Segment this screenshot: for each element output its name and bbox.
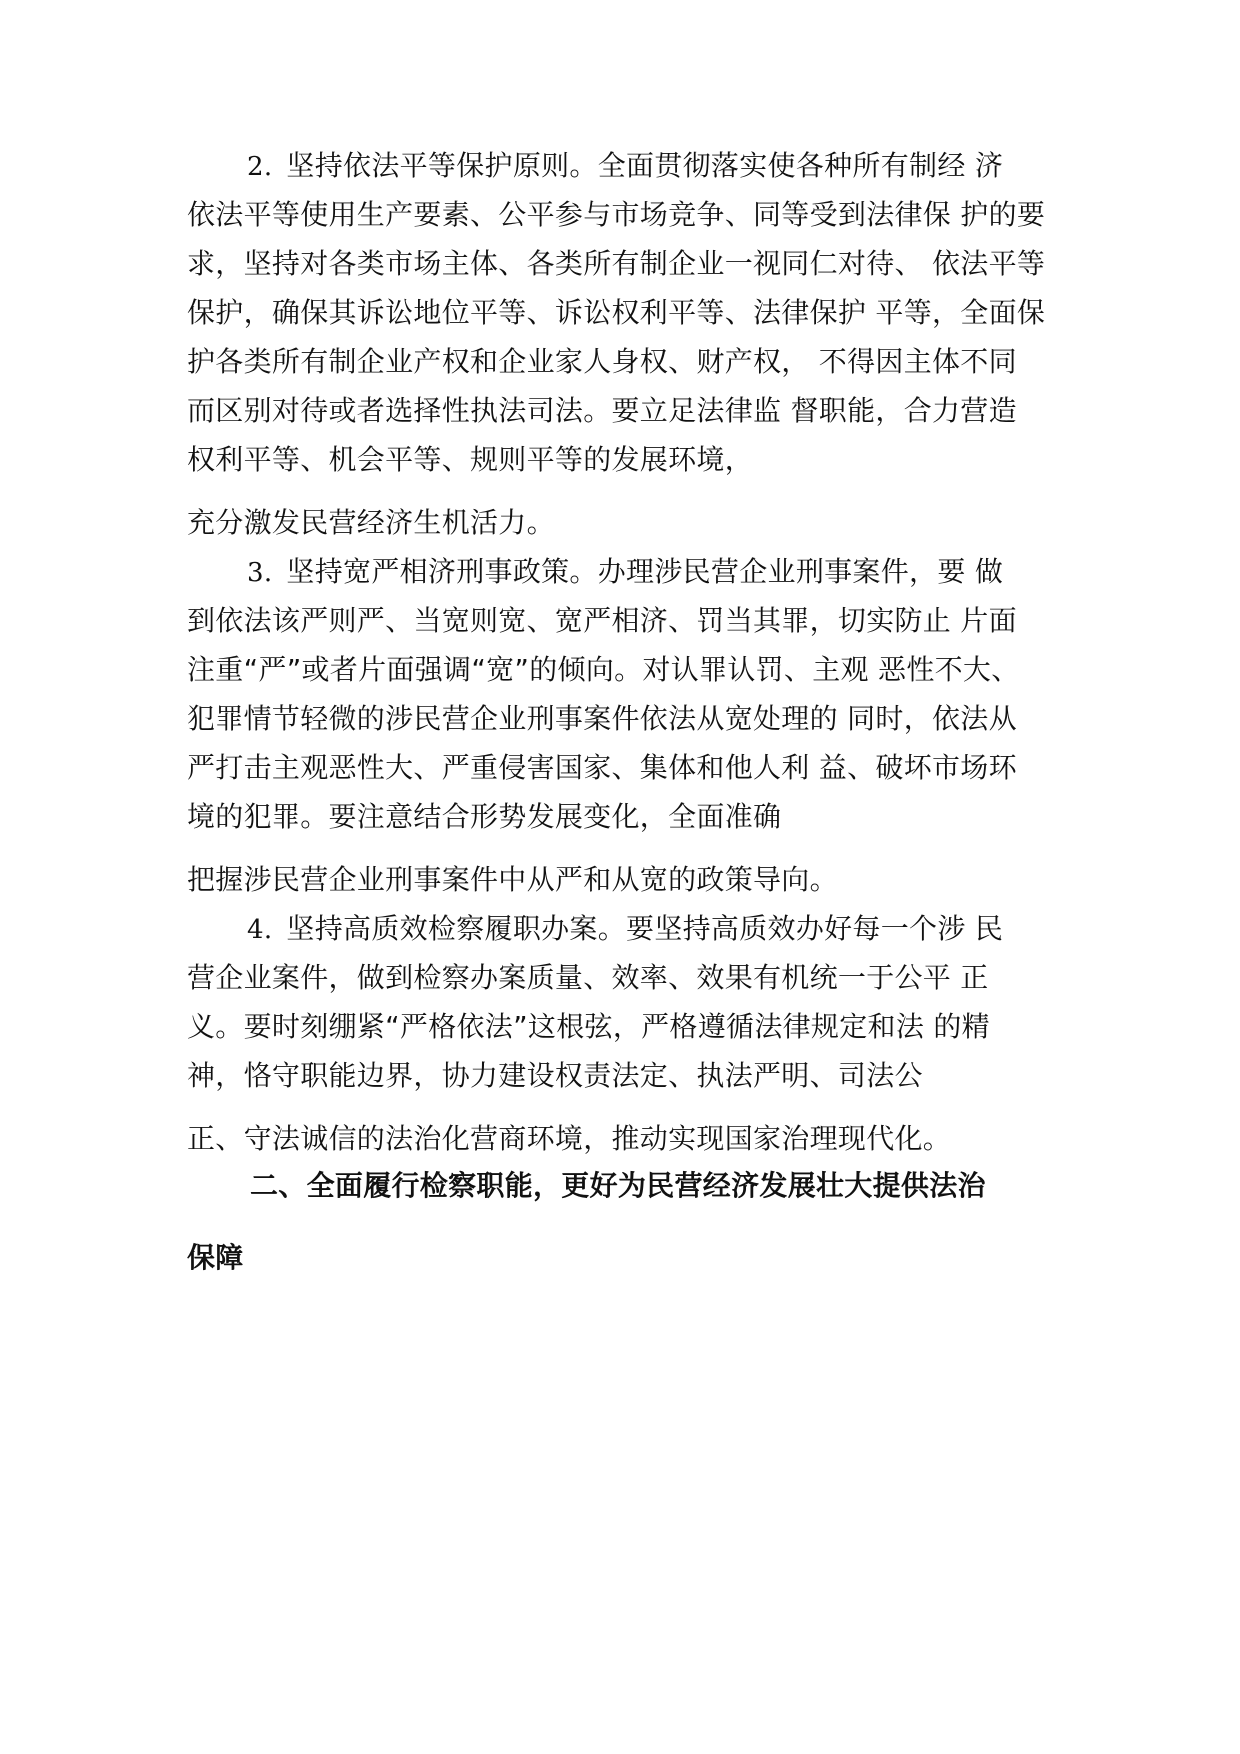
paragraph-3-line-2: 到依法该严则严、当宽则宽、宽严相济、罚当其罪，切实防止 片面 <box>187 604 1017 637</box>
paragraph-3-line-7: 把握涉民营企业刑事案件中从严和从宽的政策导向。 <box>187 863 838 896</box>
paragraph-4-line-4: 神，恪守职能边界，协力建设权责法定、执法严明、司法公 <box>187 1059 923 1092</box>
paragraph-3-line-4: 犯罪情节轻微的涉民营企业刑事案件依法从宽处理的 同时，依法从 <box>187 702 1017 735</box>
paragraph-2-line-8: 充分激发民营经济生机活力。 <box>187 506 555 539</box>
paragraph-2-line-6: 而区别对待或者选择性执法司法。要立足法律监 督职能，合力营造 <box>187 394 1017 427</box>
paragraph-3-line-6: 境的犯罪。要注意结合形势发展变化，全面准确 <box>187 800 782 833</box>
paragraph-3-number: 3. <box>247 558 273 588</box>
paragraph-4-number: 4. <box>247 915 273 945</box>
paragraph-4-line-5: 正、守法诚信的法治化营商环境，推动实现国家治理现代化。 <box>187 1122 952 1155</box>
section-heading-line-1: 二、全面履行检察职能，更好为民营经济发展壮大提供法治 <box>250 1169 986 1202</box>
paragraph-2-text: 坚持依法平等保护原则。全面贯彻落实使各种所有制经 济 <box>286 149 1004 182</box>
paragraph-2-line-7: 权利平等、机会平等、规则平等的发展环境， <box>187 443 754 476</box>
paragraph-3-line-3: 注重“严”或者片面强调“宽”的倾向。对认罪认罚、主观 恶性不大、 <box>187 653 1020 686</box>
paragraph-2-line-1 <box>247 146 1003 187</box>
paragraph-4-line-3: 义。要时刻绷紧“严格依法”这根弦，严格遵循法律规定和法 的精 <box>187 1010 990 1043</box>
paragraph-3-line-1 <box>247 552 1003 593</box>
paragraph-3-text: 坚持宽严相济刑事政策。办理涉民营企业刑事案件，要 做 <box>286 555 1004 588</box>
section-heading-line-2: 保障 <box>187 1241 244 1274</box>
paragraph-4-line-1 <box>247 909 1003 950</box>
paragraph-2-line-5: 护各类所有制企业产权和企业家人身权、财产权， 不得因主体不同 <box>187 345 1017 378</box>
paragraph-3-line-5: 严打击主观恶性大、严重侵害国家、集体和他人利 益、破坏市场环 <box>187 751 1017 784</box>
paragraph-2-number: 2. <box>247 152 273 182</box>
paragraph-2-line-4: 保护，确保其诉讼地位平等、诉讼权利平等、法律保护 平等，全面保 <box>187 296 1046 329</box>
paragraph-4-text: 坚持高质效检察履职办案。要坚持高质效办好每一个涉 民 <box>286 912 1004 945</box>
paragraph-2-line-2: 依法平等使用生产要素、公平参与市场竞争、同等受到法律保 护的要 <box>187 198 1046 231</box>
paragraph-2-line-3: 求，坚持对各类市场主体、各类所有制企业一视同仁对待、 依法平等 <box>187 247 1046 280</box>
paragraph-4-line-2: 营企业案件，做到检察办案质量、效率、效果有机统一于公平 正 <box>187 961 989 994</box>
